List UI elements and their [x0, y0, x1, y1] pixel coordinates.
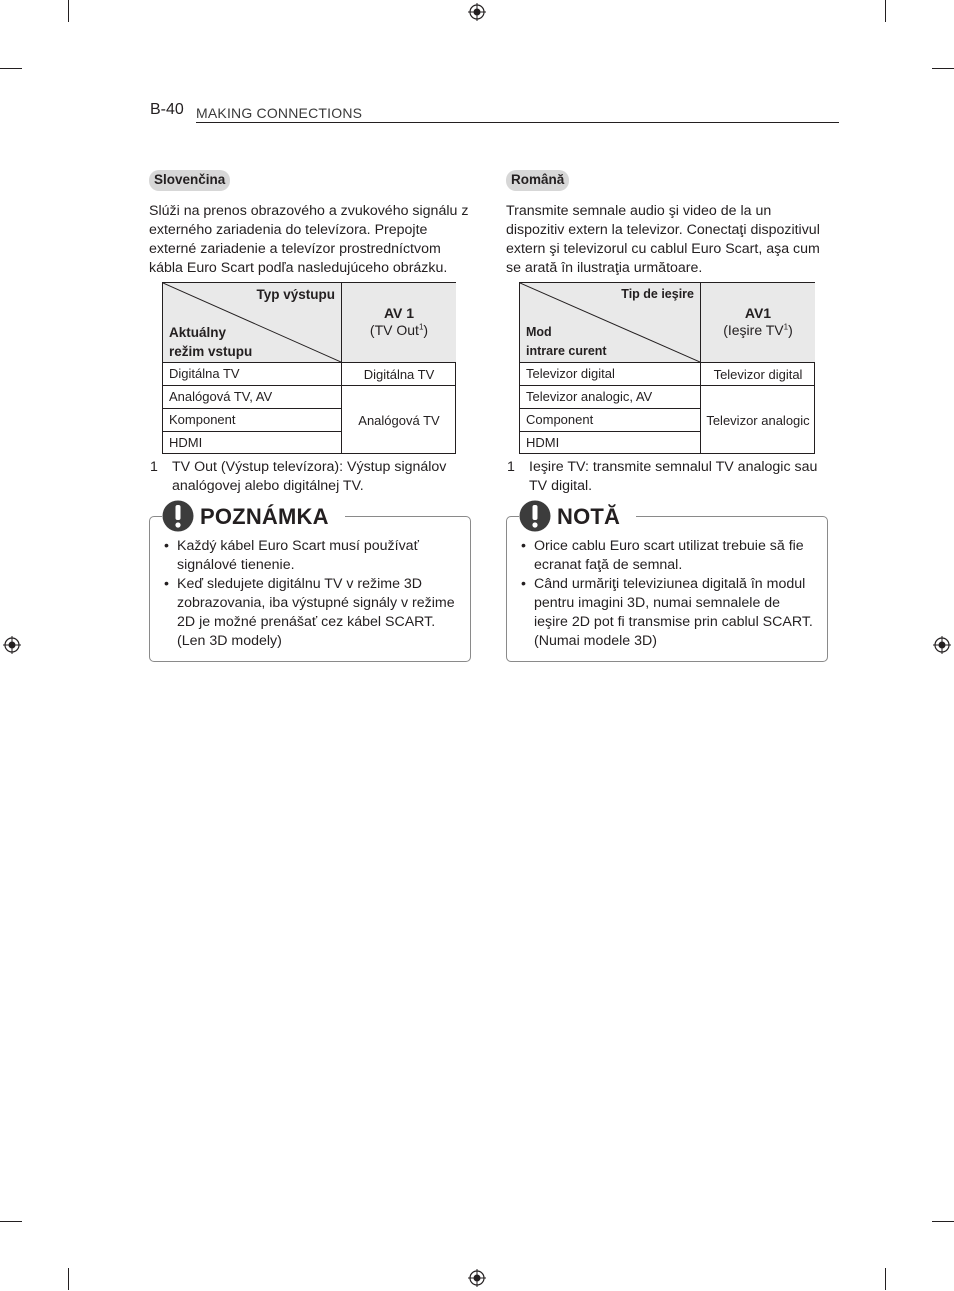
exclamation-icon	[519, 500, 551, 532]
av-subtitle: (TV Out$^1$)	[369, 322, 429, 338]
footnote: 1 TV Out (Výstup televízora): Výstup signálov analógovej alebo digitálnej TV.	[150, 459, 447, 494]
page-number: B-40	[150, 101, 184, 118]
value-analog-cell: Televizor analogic	[700, 385, 815, 454]
column-slovak	[149, 170, 471, 662]
value-analog-cell: Analógová TV	[341, 385, 456, 454]
crop-mark	[68, 0, 69, 22]
list-item: • Orice cablu Euro scart utilizat trebuie să fie ecranat faţă de semnal.	[519, 537, 817, 575]
note-title: NOTĂ	[557, 503, 621, 529]
registration-mark-icon	[468, 1269, 486, 1287]
input-mode-label: Aktuálny režim vstupu	[169, 325, 253, 359]
table-row: HDMI	[163, 431, 341, 454]
note-title: POZNÁMKA	[200, 503, 329, 529]
column-romanian	[506, 170, 828, 662]
list-item: • Keď sledujete digitálnu TV v režime 3D zobrazovania, iba výstupné signály v režime 2D je možné prenášať cez kábel SCART. (Len 3D modely)	[162, 575, 460, 651]
table-row: Component	[520, 408, 700, 432]
table-row: HDMI	[520, 431, 700, 454]
av-title: AV1	[744, 305, 772, 321]
table-row: Analógová TV, AV	[163, 385, 341, 409]
language-tag: Slovenčina	[149, 170, 230, 191]
crop-mark	[68, 1268, 69, 1290]
footnote: 1 Ieşire TV: transmite semnalul TV analogic sau TV digital.	[507, 459, 818, 494]
output-type-label: Typ výstupu	[256, 287, 335, 302]
intro-paragraph: Slúži na prenos obrazového a zvukového signálu z externého zariadenia do televízora. Prepojte externé zariadenie a televízor prostredníctvom kábla Euro Scart podľa nasledujúceho obrázku.	[149, 203, 469, 276]
table-row: Televizor digital	[520, 362, 700, 386]
table-diagonal-header	[520, 283, 700, 362]
crop-mark	[932, 1221, 954, 1222]
av-subtitle: (Ieşire $TV^1$)	[723, 322, 793, 338]
crop-mark	[885, 1268, 886, 1290]
input-mode-label: Mod intrare curent	[526, 325, 607, 358]
note-list	[162, 537, 460, 651]
value-digital-cell: Digitálna TV	[341, 362, 456, 386]
note-box	[149, 503, 471, 662]
registration-mark-icon	[3, 636, 21, 654]
exclamation-icon	[162, 500, 194, 532]
av-column-header	[341, 283, 456, 362]
list-item: • Každý kábel Euro Scart musí používať signálové tienenie.	[162, 537, 460, 575]
list-item: • Când urmăriţi televiziunea digitală în modul pentru imagini 3D, numai semnalele de ieşire 2D pot fi transmise prin cablul SCART. (Numai modele 3D)	[519, 575, 817, 651]
registration-mark-icon	[468, 3, 486, 21]
av-column-header	[700, 283, 815, 362]
av-title: AV 1	[383, 305, 415, 321]
crop-mark	[0, 1221, 22, 1222]
crop-mark	[0, 68, 22, 69]
crop-mark	[932, 68, 954, 69]
crop-mark	[885, 0, 886, 22]
note-header	[519, 500, 636, 532]
section-title: MAKING CONNECTIONS	[196, 105, 363, 121]
table-row: Digitálna TV	[163, 362, 341, 386]
language-tag: Română	[506, 170, 569, 191]
table-row: Komponent	[163, 408, 341, 432]
table-row: Televizor analogic, AV	[520, 385, 700, 409]
output-type-label: Tip de ieşire	[621, 287, 694, 301]
table-diagonal-header	[163, 283, 341, 362]
header-divider	[196, 122, 839, 123]
intro-paragraph: Transmite semnale audio şi video de la un dispozitiv extern la televizor. Conectaţi dispozitivul extern şi televizorul cu cablul Euro Scart, aşa cum se arată în ilustraţia următoare.	[506, 203, 820, 276]
value-digital-cell: Televizor digital	[700, 362, 815, 386]
output-table	[162, 282, 456, 454]
note-header	[162, 500, 345, 532]
registration-mark-icon	[933, 636, 951, 654]
output-table	[519, 282, 815, 454]
note-box	[506, 503, 828, 662]
note-list	[519, 537, 817, 651]
